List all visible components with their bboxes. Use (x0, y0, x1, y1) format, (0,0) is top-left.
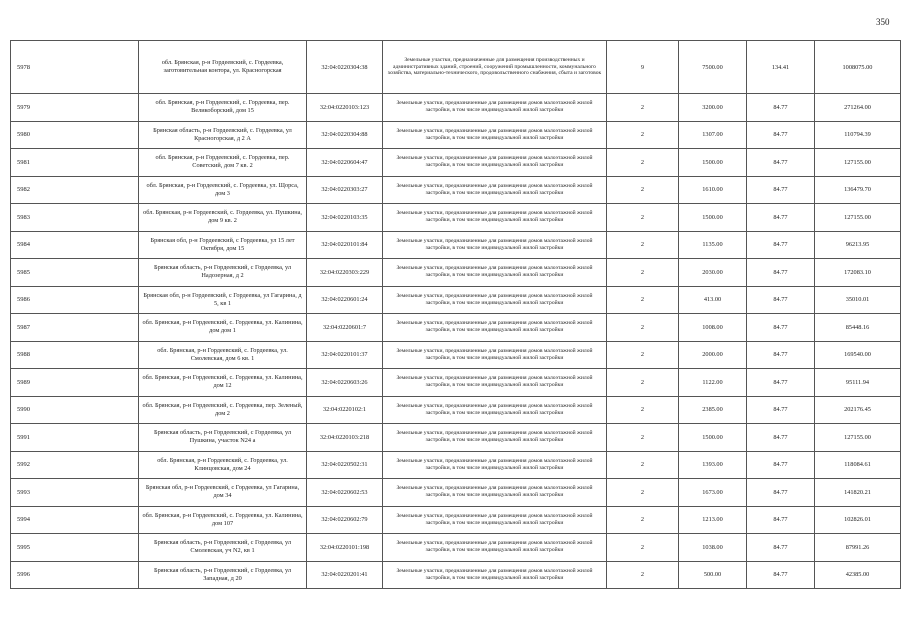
land-use-cell: Земельные участки, предназначенные для размещения домов малоэтажной жилой застройки, в том числе индивидуальной жилой застройки (383, 396, 607, 424)
cadastral-number-cell: 32:04:0220201:41 (307, 561, 383, 589)
row-number-cell: 5985 (11, 259, 139, 287)
land-use-cell: Земельные участки, предназначенные для размещения домов малоэтажной жилой застройки, в том числе индивидуальной жилой застройки (383, 451, 607, 479)
address-cell: Брянская область, р-н Гордеевский, с Гордеевка, ул Смолевская, уч N2, кв 1 (139, 534, 307, 562)
cadastral-value-cell: 127155.00 (815, 149, 901, 177)
area-cell: 1213.00 (679, 506, 747, 534)
use-group-cell: 2 (607, 369, 679, 397)
specific-value-cell: 134.41 (747, 41, 815, 94)
address-cell: обл. Брянская, р-н Гордеевский, с. Гордеевка, пер. Великоборский, дом 15 (139, 94, 307, 122)
specific-value-cell: 84.77 (747, 561, 815, 589)
cadastral-number-cell: 32:04:0220103:35 (307, 204, 383, 232)
table-row (11, 561, 901, 589)
cadastral-number-cell: 32:04:0220102:1 (307, 396, 383, 424)
area-cell: 1307.00 (679, 121, 747, 149)
table-row (11, 424, 901, 452)
address-cell: обл. Брянская, р-н Гордеевский, с. Гордеевка, заготовительная контора, ул. Красногорская (139, 41, 307, 94)
cadastral-number-cell: 32:04:0220303:27 (307, 176, 383, 204)
land-use-cell: Земельные участки, предназначенные для размещения домов малоэтажной жилой застройки, в том числе индивидуальной жилой застройки (383, 369, 607, 397)
cadastral-value-cell: 95111.94 (815, 369, 901, 397)
address-cell: обл. Брянская, р-н Гордеевский, с. Гордеевка, ул. Клинцовская, дом 24 (139, 451, 307, 479)
address-cell: Брянская обл, р-н Гордеевский, с Гордеевка, ул 15 лет Октября, дом 15 (139, 231, 307, 259)
row-number-cell: 5980 (11, 121, 139, 149)
table-row (11, 451, 901, 479)
row-number-cell: 5990 (11, 396, 139, 424)
row-number-cell: 5992 (11, 451, 139, 479)
address-cell: обл. Брянская, р-н Гордеевский, с. Гордеевка, ул. Калинина, дом 107 (139, 506, 307, 534)
land-use-cell: Земельные участки, предназначенные для размещения домов малоэтажной жилой застройки, в том числе индивидуальной жилой застройки (383, 259, 607, 287)
cadastral-value-table (10, 40, 901, 589)
specific-value-cell: 84.77 (747, 149, 815, 177)
use-group-cell: 2 (607, 451, 679, 479)
cadastral-value-cell: 87991.26 (815, 534, 901, 562)
area-cell: 2030.00 (679, 259, 747, 287)
land-use-cell: Земельные участки, предназначенные для размещения домов малоэтажной жилой застройки, в том числе индивидуальной жилой застройки (383, 286, 607, 314)
land-use-cell: Земельные участки, предназначенные для размещения домов малоэтажной жилой застройки, в том числе индивидуальной жилой застройки (383, 231, 607, 259)
land-use-cell: Земельные участки, предназначенные для размещения домов малоэтажной жилой застройки, в том числе индивидуальной жилой застройки (383, 534, 607, 562)
cadastral-value-cell: 118084.61 (815, 451, 901, 479)
cadastral-number-cell: 32:04:0220602:53 (307, 479, 383, 507)
area-cell: 7500.00 (679, 41, 747, 94)
land-use-cell: Земельные участки, предназначенные для размещения производственных и административных зданий, строений, сооружений промышленности, коммунального хозяйства, материально-технического, продовольственного снабжения, сбыта и заготовок (383, 41, 607, 94)
address-cell: Брянская область, р-н Гордеевский, с Гордеевка, ул Западная, д 20 (139, 561, 307, 589)
row-number-cell: 5991 (11, 424, 139, 452)
address-cell: Брянская область, р-н Гордеевский, с Гордеевка, ул Пушкина, участок N24 а (139, 424, 307, 452)
area-cell: 2385.00 (679, 396, 747, 424)
table-row (11, 149, 901, 177)
specific-value-cell: 84.77 (747, 341, 815, 369)
address-cell: обл. Брянская, р-н Гордеевский, с. Гордеевка, ул. Щорса, дом 3 (139, 176, 307, 204)
address-cell: обл. Брянская, р-н Гордеевский, с. Гордеевка, пер. Зеленый, дом 2 (139, 396, 307, 424)
cadastral-value-cell: 96213.95 (815, 231, 901, 259)
cadastral-number-cell: 32:04:0220601:24 (307, 286, 383, 314)
use-group-cell: 2 (607, 121, 679, 149)
row-number-cell: 5978 (11, 41, 139, 94)
specific-value-cell: 84.77 (747, 479, 815, 507)
land-use-cell: Земельные участки, предназначенные для размещения домов малоэтажной жилой застройки, в том числе индивидуальной жилой застройки (383, 314, 607, 342)
row-number-cell: 5986 (11, 286, 139, 314)
table-row (11, 286, 901, 314)
row-number-cell: 5993 (11, 479, 139, 507)
cadastral-value-cell: 127155.00 (815, 204, 901, 232)
table-row (11, 204, 901, 232)
table-row (11, 41, 901, 94)
cadastral-number-cell: 32:04:0220603:26 (307, 369, 383, 397)
use-group-cell: 2 (607, 479, 679, 507)
page-number: 350 (876, 17, 890, 27)
table-row (11, 314, 901, 342)
cadastral-value-cell: 42385.00 (815, 561, 901, 589)
specific-value-cell: 84.77 (747, 424, 815, 452)
cadastral-value-cell: 1008075.00 (815, 41, 901, 94)
cadastral-value-cell: 127155.00 (815, 424, 901, 452)
cadastral-value-cell: 136479.70 (815, 176, 901, 204)
area-cell: 1500.00 (679, 204, 747, 232)
row-number-cell: 5988 (11, 341, 139, 369)
cadastral-number-cell: 32:04:0220604:47 (307, 149, 383, 177)
table-row (11, 94, 901, 122)
table-row (11, 176, 901, 204)
area-cell: 1135.00 (679, 231, 747, 259)
area-cell: 1038.00 (679, 534, 747, 562)
cadastral-number-cell: 32:04:0220304:38 (307, 41, 383, 94)
specific-value-cell: 84.77 (747, 369, 815, 397)
row-number-cell: 5989 (11, 369, 139, 397)
table-row (11, 231, 901, 259)
address-cell: Брянская область, р-н Гордеевский, с Гордеевка, ул Надозерная, д 2 (139, 259, 307, 287)
use-group-cell: 2 (607, 149, 679, 177)
address-cell: Брянская обл, р-н Гордеевский, с Гордеевка, ул Гагарина, дом 34 (139, 479, 307, 507)
land-use-cell: Земельные участки, предназначенные для размещения домов малоэтажной жилой застройки, в том числе индивидуальной жилой застройки (383, 479, 607, 507)
use-group-cell: 2 (607, 204, 679, 232)
cadastral-value-cell: 169540.00 (815, 341, 901, 369)
address-cell: обл. Брянская, р-н Гордеевский, с. Гордеевка, ул. Пушкина, дом 9 кв. 2 (139, 204, 307, 232)
cadastral-number-cell: 32:04:0220601:7 (307, 314, 383, 342)
specific-value-cell: 84.77 (747, 121, 815, 149)
area-cell: 1393.00 (679, 451, 747, 479)
land-use-cell: Земельные участки, предназначенные для размещения домов малоэтажной жилой застройки, в том числе индивидуальной жилой застройки (383, 561, 607, 589)
use-group-cell: 2 (607, 314, 679, 342)
area-cell: 1673.00 (679, 479, 747, 507)
cadastral-number-cell: 32:04:0220101:37 (307, 341, 383, 369)
cadastral-number-cell: 32:04:0220304:88 (307, 121, 383, 149)
specific-value-cell: 84.77 (747, 396, 815, 424)
area-cell: 1500.00 (679, 424, 747, 452)
use-group-cell: 2 (607, 424, 679, 452)
row-number-cell: 5982 (11, 176, 139, 204)
cadastral-value-cell: 102826.01 (815, 506, 901, 534)
specific-value-cell: 84.77 (747, 204, 815, 232)
cadastral-value-cell: 172083.10 (815, 259, 901, 287)
cadastral-number-cell: 32:04:0220303:229 (307, 259, 383, 287)
area-cell: 500.00 (679, 561, 747, 589)
cadastral-number-cell: 32:04:0220101:84 (307, 231, 383, 259)
table-row (11, 534, 901, 562)
use-group-cell: 2 (607, 396, 679, 424)
use-group-cell: 2 (607, 94, 679, 122)
land-use-cell: Земельные участки, предназначенные для размещения домов малоэтажной жилой застройки, в том числе индивидуальной жилой застройки (383, 94, 607, 122)
cadastral-number-cell: 32:04:0220602:79 (307, 506, 383, 534)
address-cell: обл. Брянская, р-н Гордеевский, с. Гордеевка, пер. Советский, дом 7 кв. 2 (139, 149, 307, 177)
area-cell: 1008.00 (679, 314, 747, 342)
area-cell: 2000.00 (679, 341, 747, 369)
specific-value-cell: 84.77 (747, 506, 815, 534)
specific-value-cell: 84.77 (747, 451, 815, 479)
specific-value-cell: 84.77 (747, 286, 815, 314)
area-cell: 413.00 (679, 286, 747, 314)
cadastral-value-cell: 271264.00 (815, 94, 901, 122)
specific-value-cell: 84.77 (747, 534, 815, 562)
specific-value-cell: 84.77 (747, 94, 815, 122)
use-group-cell: 2 (607, 231, 679, 259)
area-cell: 1610.00 (679, 176, 747, 204)
row-number-cell: 5996 (11, 561, 139, 589)
cadastral-value-cell: 35010.01 (815, 286, 901, 314)
use-group-cell: 2 (607, 534, 679, 562)
land-use-cell: Земельные участки, предназначенные для размещения домов малоэтажной жилой застройки, в том числе индивидуальной жилой застройки (383, 506, 607, 534)
use-group-cell: 2 (607, 561, 679, 589)
specific-value-cell: 84.77 (747, 259, 815, 287)
specific-value-cell: 84.77 (747, 231, 815, 259)
table-row (11, 259, 901, 287)
table-row (11, 396, 901, 424)
land-use-cell: Земельные участки, предназначенные для размещения домов малоэтажной жилой застройки, в том числе индивидуальной жилой застройки (383, 149, 607, 177)
land-use-cell: Земельные участки, предназначенные для размещения домов малоэтажной жилой застройки, в том числе индивидуальной жилой застройки (383, 121, 607, 149)
use-group-cell: 2 (607, 506, 679, 534)
area-cell: 1500.00 (679, 149, 747, 177)
row-number-cell: 5981 (11, 149, 139, 177)
cadastral-value-cell: 141820.21 (815, 479, 901, 507)
specific-value-cell: 84.77 (747, 314, 815, 342)
use-group-cell: 2 (607, 259, 679, 287)
row-number-cell: 5984 (11, 231, 139, 259)
table-row (11, 479, 901, 507)
row-number-cell: 5987 (11, 314, 139, 342)
cadastral-number-cell: 32:04:0220502:31 (307, 451, 383, 479)
cadastral-value-cell: 110794.39 (815, 121, 901, 149)
row-number-cell: 5983 (11, 204, 139, 232)
land-use-cell: Земельные участки, предназначенные для размещения домов малоэтажной жилой застройки, в том числе индивидуальной жилой застройки (383, 204, 607, 232)
table-row (11, 506, 901, 534)
area-cell: 1122.00 (679, 369, 747, 397)
address-cell: Брянская область, р-н Гордеевский, с. Гордеевка, ул Красногорская, д 2 А (139, 121, 307, 149)
address-cell: обл. Брянская, р-н Гордеевский, с. Гордеевка, ул. Смолевская, дом 6 кв. 1 (139, 341, 307, 369)
specific-value-cell: 84.77 (747, 176, 815, 204)
use-group-cell: 2 (607, 341, 679, 369)
cadastral-number-cell: 32:04:0220103:218 (307, 424, 383, 452)
table-row (11, 369, 901, 397)
row-number-cell: 5979 (11, 94, 139, 122)
cadastral-value-cell: 202176.45 (815, 396, 901, 424)
use-group-cell: 9 (607, 41, 679, 94)
row-number-cell: 5994 (11, 506, 139, 534)
table-row (11, 341, 901, 369)
row-number-cell: 5995 (11, 534, 139, 562)
address-cell: обл. Брянская, р-н Гордеевский, с. Гордеевка, ул. Калинина, дом дом 1 (139, 314, 307, 342)
land-use-cell: Земельные участки, предназначенные для размещения домов малоэтажной жилой застройки, в том числе индивидуальной жилой застройки (383, 341, 607, 369)
land-use-cell: Земельные участки, предназначенные для размещения домов малоэтажной жилой застройки, в том числе индивидуальной жилой застройки (383, 424, 607, 452)
address-cell: Брянская обл, р-н Гордеевский, с Гордеевка, ул Гагарина, д 5, кв 1 (139, 286, 307, 314)
cadastral-number-cell: 32:04:0220101:198 (307, 534, 383, 562)
address-cell: обл. Брянская, р-н Гордеевский, с. Гордеевка, ул. Калинина, дом 12 (139, 369, 307, 397)
use-group-cell: 2 (607, 176, 679, 204)
land-use-cell: Земельные участки, предназначенные для размещения домов малоэтажной жилой застройки, в том числе индивидуальной жилой застройки (383, 176, 607, 204)
cadastral-number-cell: 32:04:0220103:123 (307, 94, 383, 122)
cadastral-value-cell: 85448.16 (815, 314, 901, 342)
area-cell: 3200.00 (679, 94, 747, 122)
table-row (11, 121, 901, 149)
use-group-cell: 2 (607, 286, 679, 314)
